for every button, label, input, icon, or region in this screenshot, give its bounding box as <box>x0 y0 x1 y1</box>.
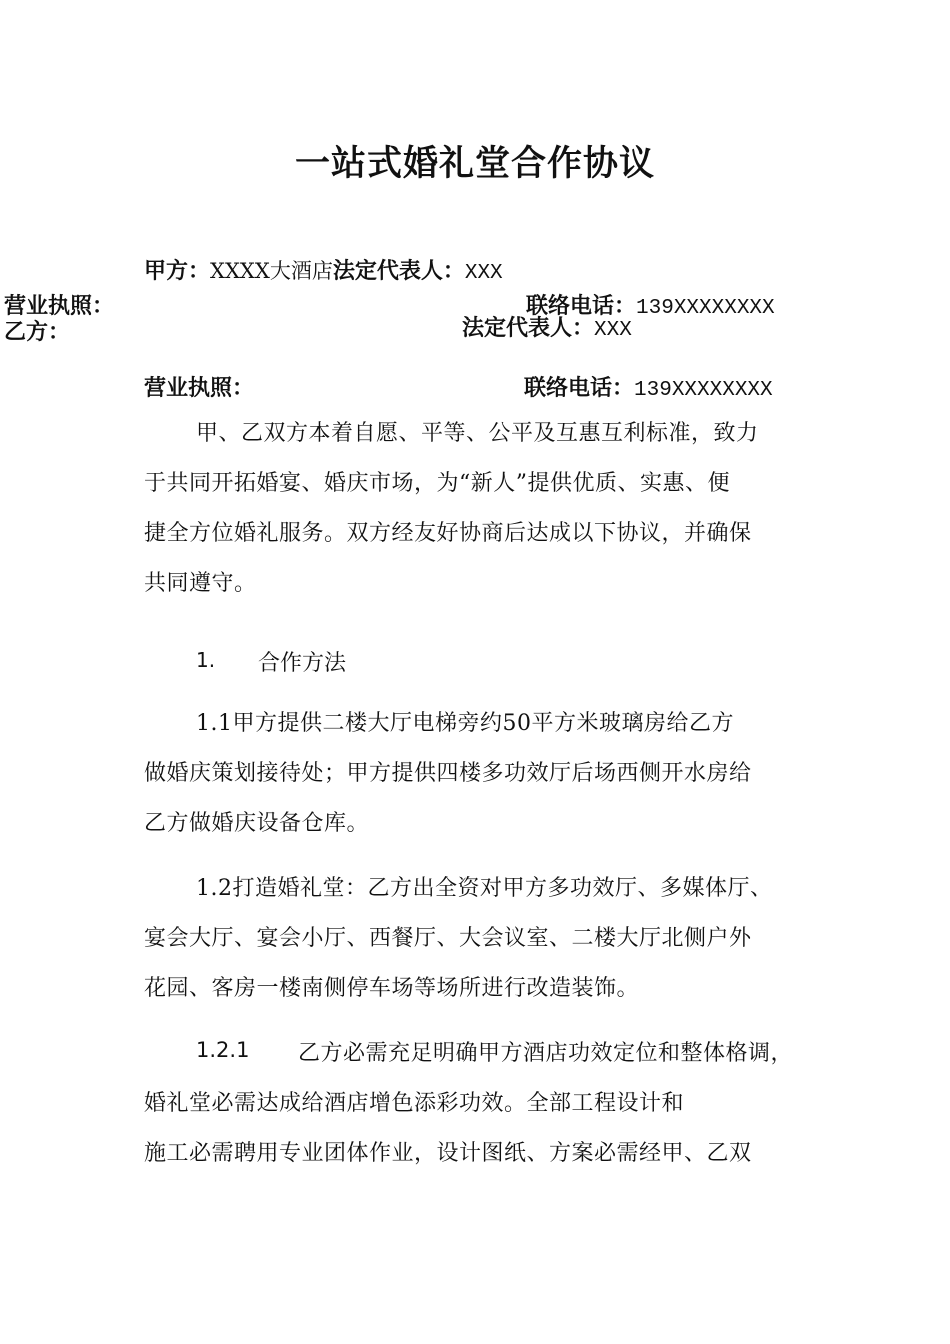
party-a-name: XXXX大酒店 <box>210 259 333 283</box>
overlap-license-row <box>4 289 115 319</box>
party-b-label-wrap <box>4 317 71 345</box>
clause-1-2-line-2: 宴会大厅、宴会小厅、西餐厅、大会议室、二楼大厅北侧户外 <box>144 926 752 951</box>
party-b-label: 乙方： <box>4 320 71 345</box>
clause-1-2-line-1: 1.2打造婚礼堂：乙方出全资对甲方多功效厅、多媒体厅、 <box>196 876 773 901</box>
intro-line-1: 甲、乙双方本着自愿、平等、公平及互惠互利标准，致力 <box>196 421 759 446</box>
clause-1-1-line-1: 1.1甲方提供二楼大厅电梯旁约50平方米玻璃房给乙方 <box>196 711 734 736</box>
clause-1-2-line-3: 花园、客房一楼南侧停车场等场所进行改造装饰。 <box>144 976 640 1001</box>
party-b-license-label: 营业执照： <box>144 376 255 401</box>
party-a-label: 甲方： <box>144 259 211 284</box>
overlap-license-label: 营业执照： <box>4 294 115 319</box>
party-a-line <box>144 254 503 285</box>
party-b-rep-value: XXX <box>594 319 632 342</box>
party-b-phone-label: 联络电话： <box>524 376 635 401</box>
party-b-phone-line <box>524 371 773 402</box>
document-title: 一站式婚礼堂合作协议 <box>294 144 655 184</box>
clause-1-2-1-line-1: 乙方必需充足明确甲方酒店功效定位和整体格调， <box>298 1041 794 1066</box>
party-b-license-line <box>144 371 254 402</box>
party-b-rep-line <box>462 311 632 342</box>
overlap-phone-row <box>526 289 775 320</box>
clause-1-2-1-line-3: 施工必需聘用专业团体作业，设计图纸、方案必需经甲、乙双 <box>144 1141 752 1166</box>
overlap-phone-value: 139XXXXXXXX <box>636 297 775 320</box>
clause-1-2-1-line-2: 婚礼堂必需达成给酒店增色添彩功效。全部工程设计和 <box>144 1091 685 1116</box>
section-1-number: 1. <box>196 648 216 672</box>
party-a-rep-value: XXX <box>464 262 503 285</box>
party-b-rep-label: 法定代表人： <box>462 316 595 341</box>
party-a-rep-label: 法定代表人： <box>332 259 465 284</box>
clause-1-1-line-3: 乙方做婚庆设备仓库。 <box>144 811 370 836</box>
overlap-phone-label: 联络电话： <box>526 294 637 319</box>
section-1-title: 合作方法 <box>258 651 347 676</box>
clause-1-2-1-number: 1.2.1 <box>196 1038 250 1062</box>
intro-line-4: 共同遵守。 <box>144 571 257 596</box>
intro-line-3: 捷全方位婚礼服务。双方经友好协商后达成以下协议，并确保 <box>144 521 752 546</box>
party-b-phone-value: 139XXXXXXXX <box>634 379 773 402</box>
intro-line-2: 于共同开拓婚宴、婚庆市场，为“新人”提供优质、实惠、便 <box>144 471 730 496</box>
clause-1-1-line-2: 做婚庆策划接待处；甲方提供四楼多功效厅后场西侧开水房给 <box>144 761 752 786</box>
